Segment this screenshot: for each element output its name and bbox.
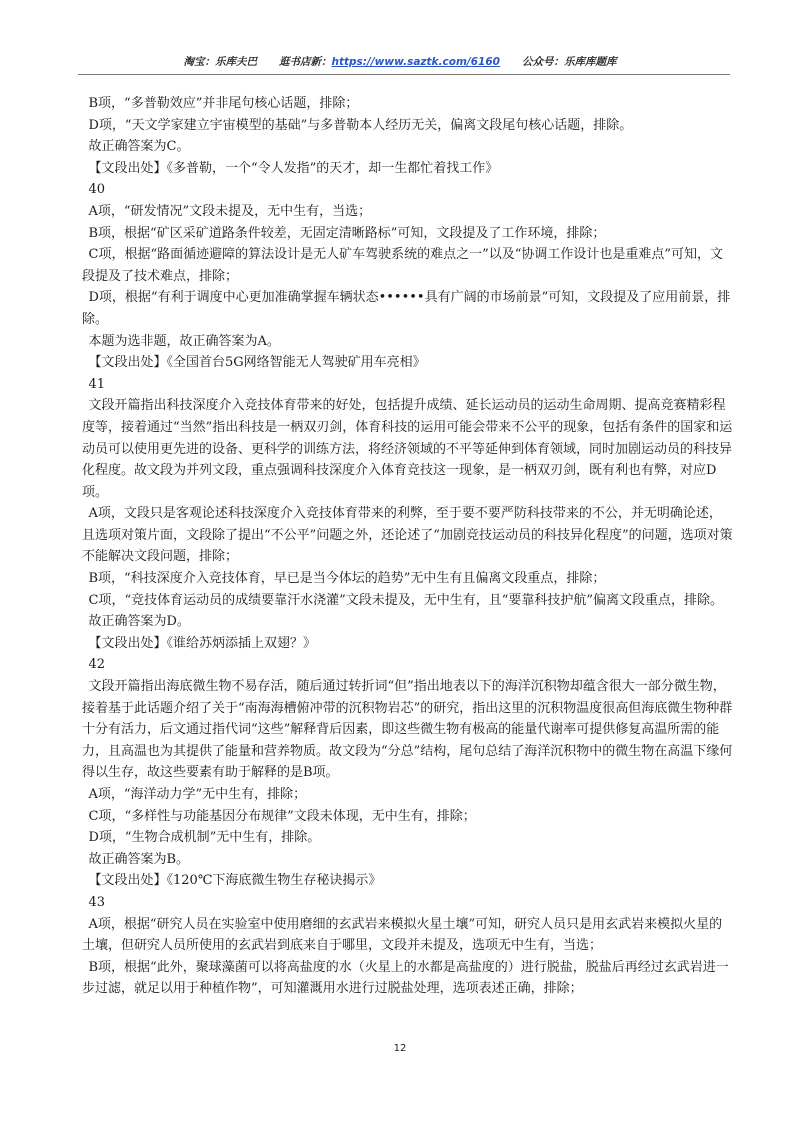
header-wechat: 公众号：乐库库题库 [521,56,617,68]
header-store-label: 逛书店新： [279,56,332,68]
page-number: 12 [393,1043,407,1054]
paragraph: A项，文段只是客观论述科技深度介入竞技体育带来的利弊，至于要不要严防科技带来的不公，并无明确论述，且选项对策片面，文段除了提出“不公平”问题之外，还论述了“加剧竞技运动员的科技异化程度”的问题，选项对策不能解决文段问题，排除； [82,506,733,565]
source-line: 【文段出处】《多普勒，一个“令人发指”的天才，却一生都忙着找工作》 [88,160,499,176]
paragraph: D项，“天文学家建立宇宙模型的基础”与多普勒本人经历无关，偏离文段尾句核心话题，排除。 [88,117,633,133]
header-rule [78,74,730,75]
paragraph: 故正确答案为B。 [88,851,190,867]
paragraph: A项，“研发情况”文段未提及，无中生有，当选； [88,203,372,219]
header-taobao: 淘宝：乐库夫巴 [183,56,258,68]
paragraph: 本题为选非题，故正确答案为A。 [88,333,280,349]
paragraph: C项，“多样性与功能基因分布规律”文段未体现，无中生有，排除； [88,808,476,824]
paragraph: D项，根据“有利于调度中心更加准确掌握车辆状态••••••具有广阔的市场前景”可知，文段提及了应用前景，排除。 [82,290,731,327]
paragraph: A项，根据“研究人员在实验室中使用磨细的玄武岩来模拟火星土壤”可知，研究人员只是用玄武岩来模拟火星的土壤，但研究人员所使用的玄武岩到底来自于哪里，文段并未提及，选项无中生有，当选； [82,916,723,954]
question-number: 43 [88,894,106,910]
paragraph: B项，“科技深度介入竞技体育，早已是当今体坛的趋势”无中生有且偏离文段重点，排除； [88,571,606,587]
paragraph: B项，根据“矿区采矿道路条件较差，无固定清晰路标”可知，文段提及了工作环境，排除； [88,225,606,241]
paragraph: 故正确答案为C。 [88,139,190,155]
source-line: 【文段出处】《120℃下海底微生物生存秘诀揭示》 [88,873,382,889]
paragraph: C项，根据“路面循迹避障的算法设计是无人矿车驾驶系统的难点之一”以及“协调工作设计也是重难点”可知，文段提及了技术难点，排除； [82,247,724,284]
source-line: 【文段出处】《谁给苏炳添插上双翅？》 [88,635,317,651]
question-number: 42 [88,657,106,673]
question-number: 40 [88,182,106,198]
paragraph: 文段开篇指出海底微生物不易存活，随后通过转折词“但”指出地表以下的海洋沉积物却蕴含很大一部分微生物，接着基于此话题介绍了关于“南海海槽俯冲带的沉积物岩芯”的研究，指出这里的沉积物温度很高但海底微生物种群十分有活力，后文通过指代词“这些”解释背后因素，即这些微生物有极高的能量代谢率可提供修复高温所需的能力，且高温也为其提供了能量和营养物质。故文段为“分总”结构，尾句总结了海洋沉积物中的微生物在高温下缘何得以生存，故这些要素有助于解释的是B项。 [82,679,733,781]
paragraph: 故正确答案为D。 [88,614,190,630]
paragraph: B项，“多普勒效应”并非尾句核心话题，排除； [88,96,359,111]
header-store-link[interactable]: https://www.saztk.com/6160 [331,56,500,68]
paragraph: A项，“海洋动力学”无中生有，排除； [88,787,307,802]
question-number: 41 [88,376,106,392]
paragraph: B项，根据“此外，聚球藻菌可以将高盐度的水（火星上的水都是高盐度的）进行脱盐，脱盐后再经过玄武岩进一步过滤，就足以用于种植作物”，可知灌溉用水进行过脱盐处理，选项表述正确，排除； [82,959,729,997]
document-body [82,93,734,1000]
paragraph: C项，“竞技体育运动员的成绩要靠汗水浇灌”文段未提及，无中生有，且“要靠科技护航”偏离文段重点，排除。 [88,592,724,608]
page-header [0,54,800,69]
source-line: 【文段出处】《全国首台5G网络智能无人驾驶矿用车亮相》 [88,355,426,371]
paragraph: 文段开篇指出科技深度介入竞技体育带来的好处，包括提升成绩、延长运动员的运动生命周期、提高竞赛精彩程度等，接着通过“当然”指出科技是一柄双刃剑，体育科技的运用可能会带来不公平的现象，包括有条件的国家和运动员可以使用更先进的设备、更科学的训练方法，将经济领域的不平等延伸到体育领域，同时加剧运动员的科技异化程度。故文段为并列文段，重点强调科技深度介入体育竞技这一现象，是一柄双刃剑，既有利也有弊，对应D项。 [82,398,733,500]
paragraph: D项，“生物合成机制”无中生有，排除。 [88,830,321,846]
